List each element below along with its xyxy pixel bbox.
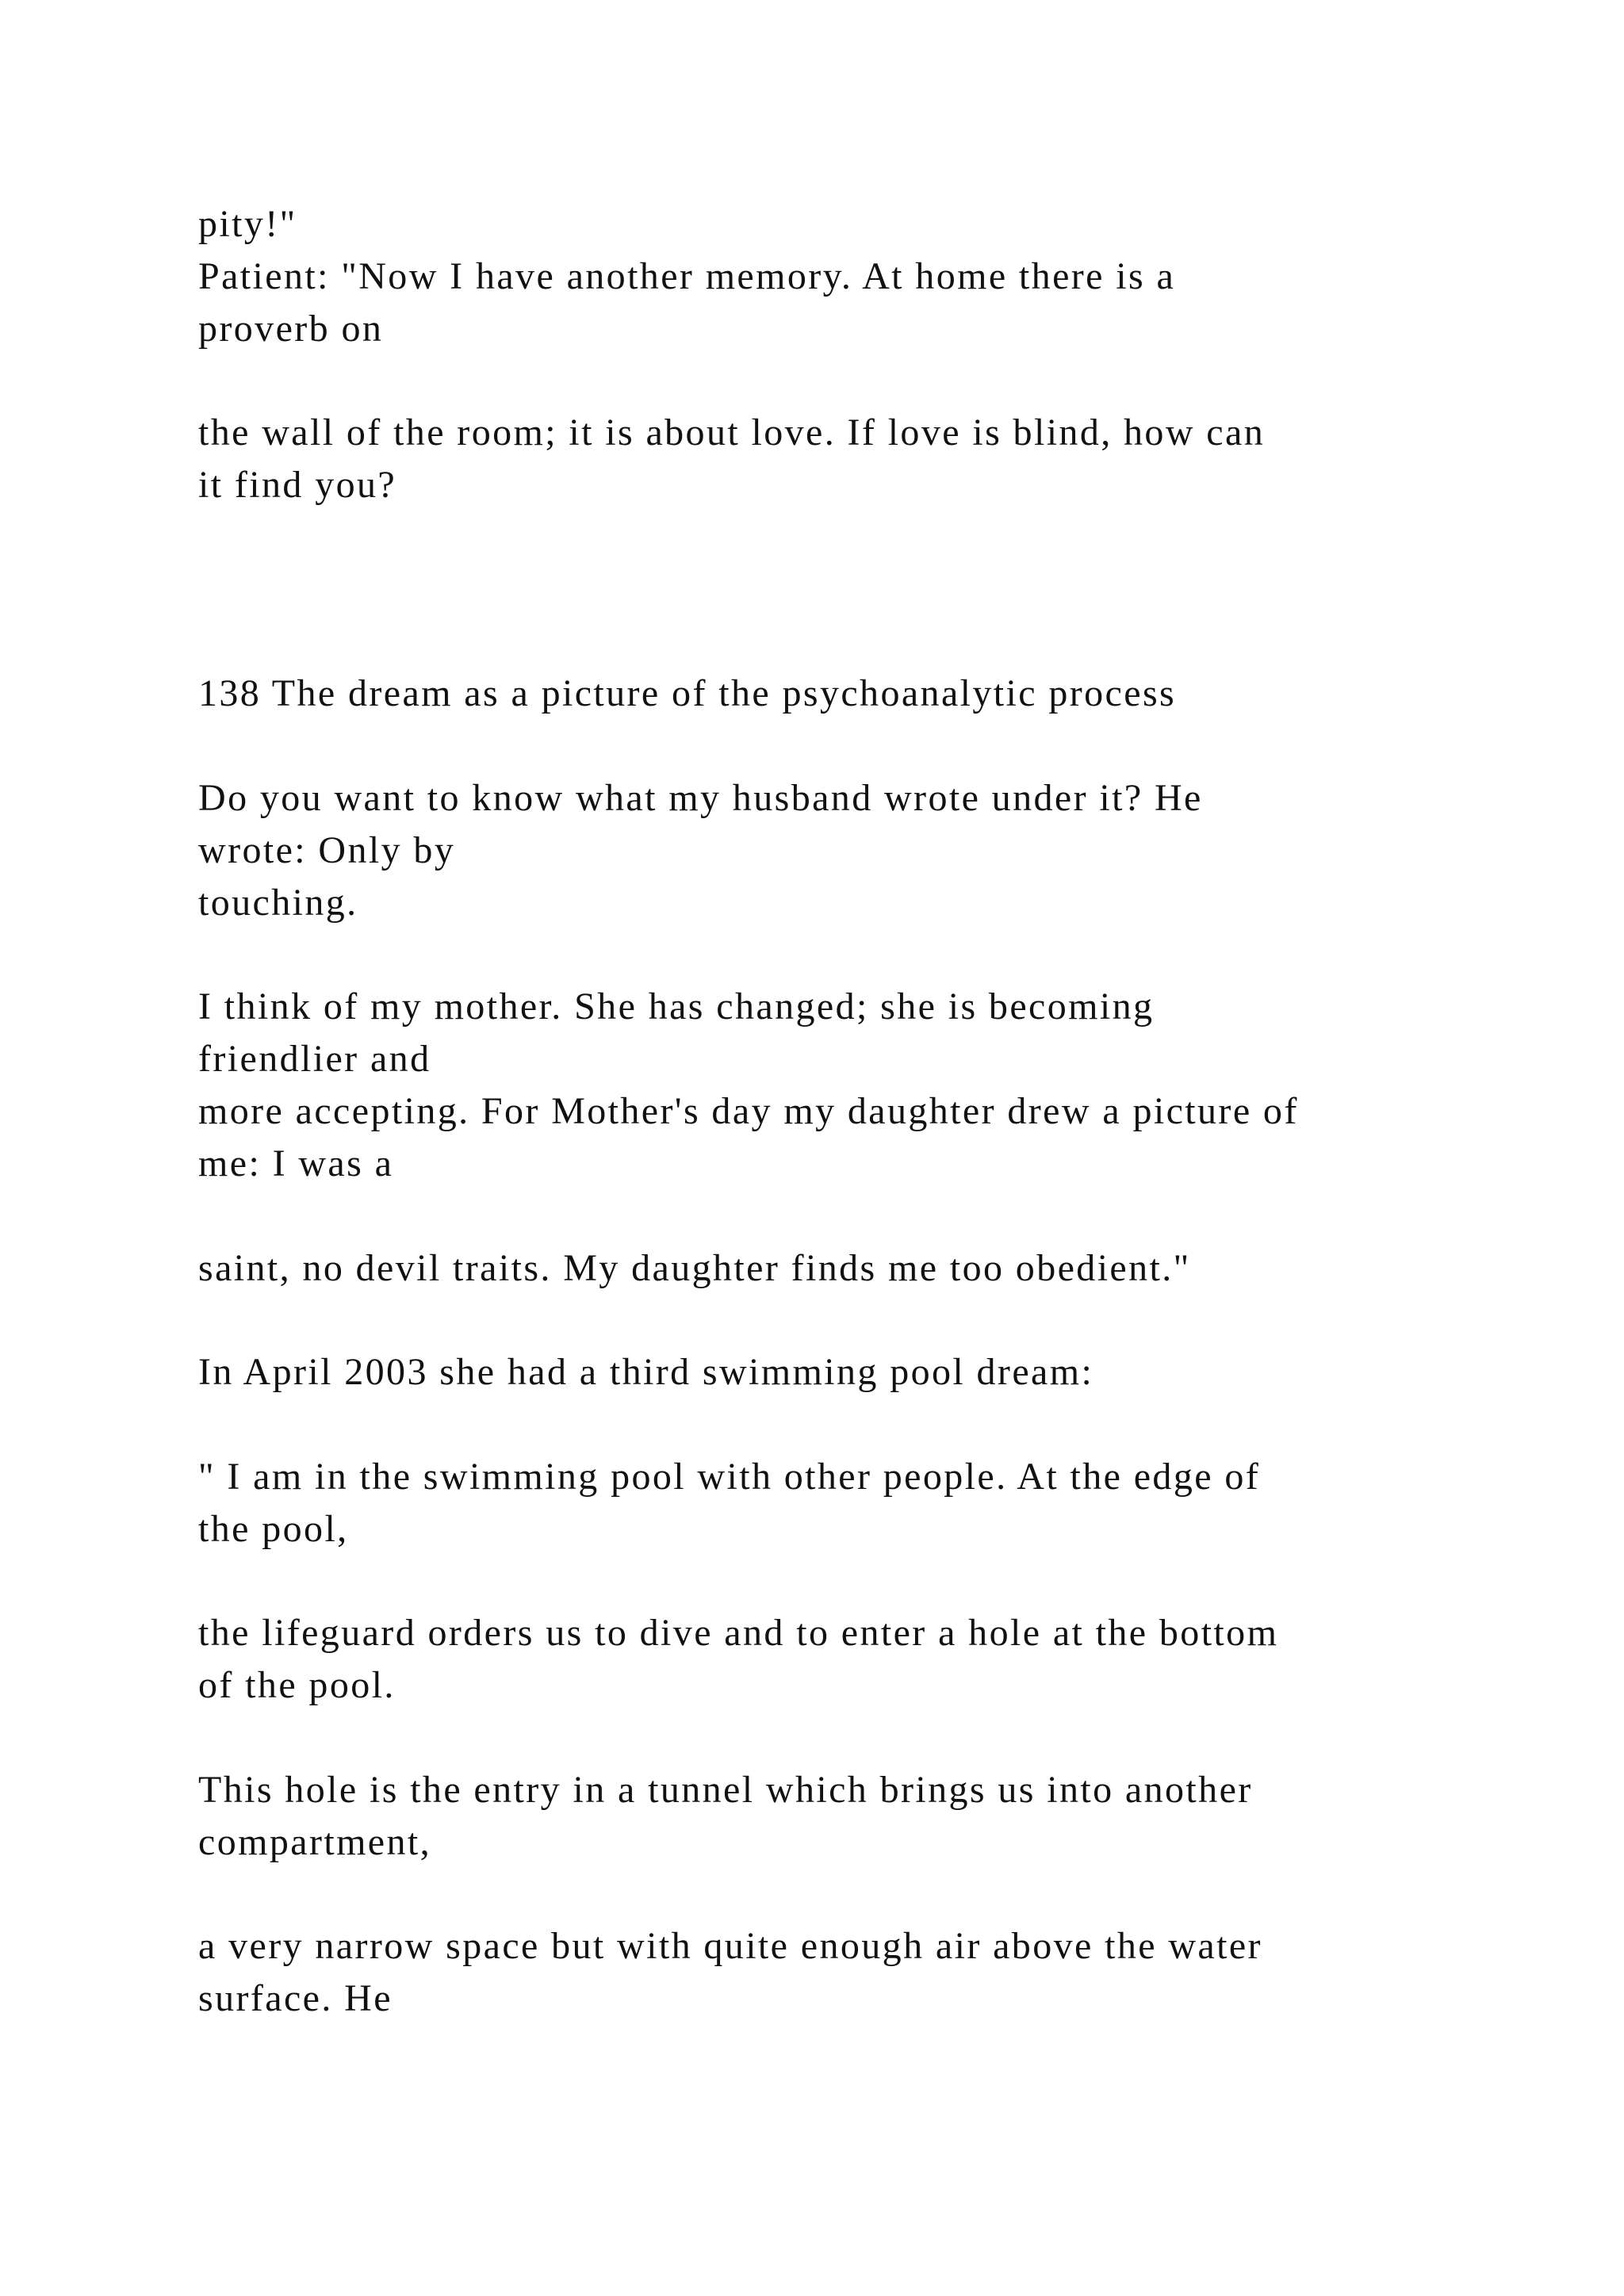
text-line: In April 2003 she had a third swimming pool dream: [198, 1351, 1094, 1393]
text-line: touching. [198, 882, 358, 924]
text-line: the pool, [198, 1508, 349, 1550]
running-header: 138 The dream as a picture of the psychoanalytic process [198, 672, 1177, 714]
text-line: the wall of the room; it is about love. If love is blind, how can [198, 411, 1266, 453]
text-line: saint, no devil traits. My daughter finds me too obedient." [198, 1247, 1191, 1289]
text-line: I think of my mother. She has changed; she is becoming [198, 985, 1155, 1027]
text-line: wrote: Only by [198, 829, 456, 871]
text-line: " I am in the swimming pool with other people. At the edge of [198, 1456, 1261, 1498]
text-line: Patient: "Now I have another memory. At home there is a [198, 255, 1176, 297]
text-line: me: I was a [198, 1142, 394, 1184]
text-line: proverb on [198, 308, 384, 350]
text-line: a very narrow space but with quite enough air above the water [198, 1925, 1262, 1967]
text-line: pity!" [198, 203, 297, 245]
text-line: friendlier and [198, 1038, 431, 1080]
text-line: compartment, [198, 1821, 432, 1863]
text-line: of the pool. [198, 1664, 396, 1706]
text-line: surface. He [198, 1977, 393, 2019]
text-line: it find you? [198, 464, 397, 506]
text-line: Do you want to know what my husband wrote under it? He [198, 777, 1203, 819]
text-line: more accepting. For Mother's day my daughter drew a picture of [198, 1090, 1299, 1132]
text-line: the lifeguard orders us to dive and to enter a hole at the bottom [198, 1612, 1279, 1654]
text-line: This hole is the entry in a tunnel which brings us into another [198, 1769, 1253, 1811]
